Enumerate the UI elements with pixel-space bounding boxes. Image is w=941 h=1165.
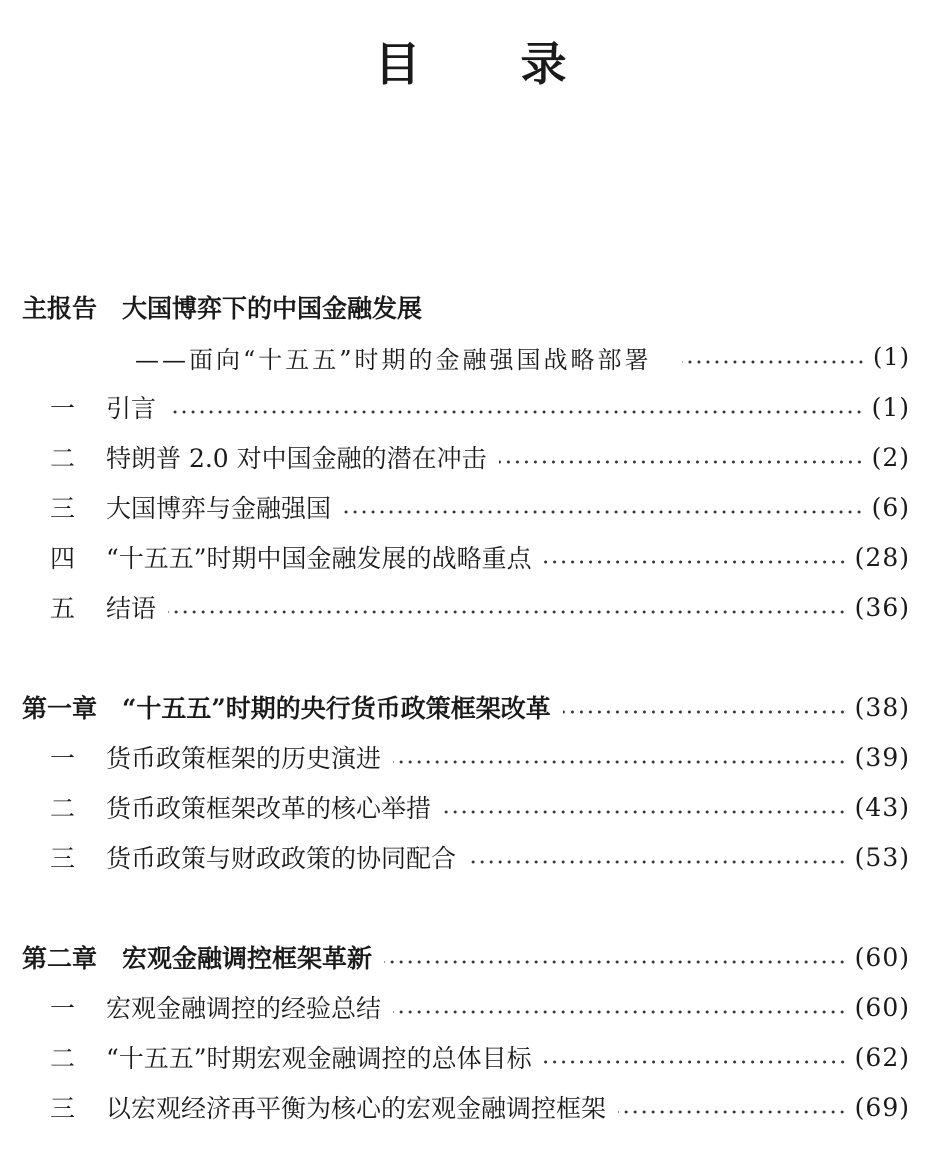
toc-page-number: (28) <box>854 542 910 572</box>
toc-page-number: (62) <box>854 1042 910 1072</box>
toc-heading-label: 第二章 宏观金融调控框架革新 <box>22 944 373 973</box>
toc-entry-label: 货币政策框架的历史演进 <box>106 744 382 773</box>
toc-page-number: (53) <box>854 842 910 872</box>
toc-entry-label: 引言 <box>106 394 157 423</box>
toc-entry-label: 特朗普 2.0 对中国金融的潜在冲击 <box>106 444 487 473</box>
toc-entry-label: “十五五”时期中国金融发展的战略重点 <box>106 544 532 573</box>
title-char-2: 录 <box>520 37 567 91</box>
toc-entry-label: “十五五”时期宏观金融调控的总体目标 <box>106 1044 532 1073</box>
toc-page-number: (39) <box>854 742 910 772</box>
toc-heading-label: 第一章 “十五五”时期的央行货币政策框架改革 <box>22 694 551 723</box>
toc-page-number: (43) <box>854 792 910 822</box>
dot-leader <box>443 810 847 814</box>
dot-leader <box>544 1060 847 1064</box>
title-char-1: 目 <box>374 37 421 91</box>
dot-leader <box>384 960 847 964</box>
toc-chapter-1-heading[interactable] <box>22 689 910 725</box>
dot-leader <box>393 760 847 764</box>
toc-page-number: (60) <box>854 992 910 1022</box>
toc-entry-number: 二 <box>50 444 76 473</box>
toc-entry-label: 以宏观经济再平衡为核心的宏观金融调控框架 <box>106 1094 607 1123</box>
toc-entry[interactable] <box>50 1039 910 1075</box>
toc-page-number: (2) <box>871 442 910 472</box>
toc-entry[interactable] <box>50 589 910 625</box>
toc-page-number: (69) <box>854 1092 910 1122</box>
toc-heading-label: 主报告 大国博弈下的中国金融发展 <box>22 294 423 323</box>
toc-entry-number: 三 <box>50 494 76 523</box>
toc-entry-label: 结语 <box>106 594 157 623</box>
toc-page-number: (6) <box>871 492 910 522</box>
toc-entry-number: 五 <box>50 594 76 623</box>
dot-leader <box>168 410 864 414</box>
toc-page-number: (36) <box>854 592 910 622</box>
dot-leader <box>618 1110 847 1114</box>
toc-entry-label: 大国博弈与金融强国 <box>106 494 332 523</box>
toc-subtitle-label: ——面向“十五五”时期的金融强国战略部署 <box>135 345 652 374</box>
toc-entry-number: 一 <box>50 994 76 1023</box>
toc-entry[interactable] <box>50 839 910 875</box>
toc-entry-number: 一 <box>50 394 76 423</box>
toc-entry-number: 三 <box>50 844 76 873</box>
dot-leader <box>682 360 865 364</box>
toc-chapter-2-heading[interactable] <box>22 939 910 975</box>
toc-entry[interactable] <box>50 389 910 425</box>
dot-leader <box>168 610 847 614</box>
toc-page-number: (60) <box>854 942 910 972</box>
dot-leader <box>393 1010 847 1014</box>
toc-entry-number: 四 <box>50 544 76 573</box>
toc-page-number: (1) <box>871 392 910 422</box>
toc-entry-number: 一 <box>50 744 76 773</box>
page-title <box>0 28 941 94</box>
dot-leader <box>499 460 864 464</box>
toc-page-number: (1) <box>873 343 910 371</box>
toc-entry[interactable] <box>50 739 910 775</box>
toc-entry[interactable] <box>50 789 910 825</box>
toc-entry-number: 二 <box>50 1044 76 1073</box>
toc-entry[interactable] <box>50 989 910 1025</box>
dot-leader <box>563 710 847 714</box>
dot-leader <box>544 560 847 564</box>
toc-entry-label: 宏观金融调控的经验总结 <box>106 994 382 1023</box>
toc-main-report-subtitle[interactable] <box>135 339 910 375</box>
toc-main-report-heading[interactable] <box>22 289 910 325</box>
toc-entry[interactable] <box>50 539 910 575</box>
toc-entry-number: 三 <box>50 1094 76 1123</box>
toc-entry-label: 货币政策与财政政策的协同配合 <box>106 844 457 873</box>
toc-entry-number: 二 <box>50 794 76 823</box>
toc-entry[interactable] <box>50 1089 910 1125</box>
dot-leader <box>343 510 864 514</box>
toc-entry[interactable] <box>50 439 910 475</box>
toc-page-number: (38) <box>854 692 910 722</box>
dot-leader <box>468 860 847 864</box>
toc-entry[interactable] <box>50 489 910 525</box>
toc-entry-label: 货币政策框架改革的核心举措 <box>106 794 432 823</box>
